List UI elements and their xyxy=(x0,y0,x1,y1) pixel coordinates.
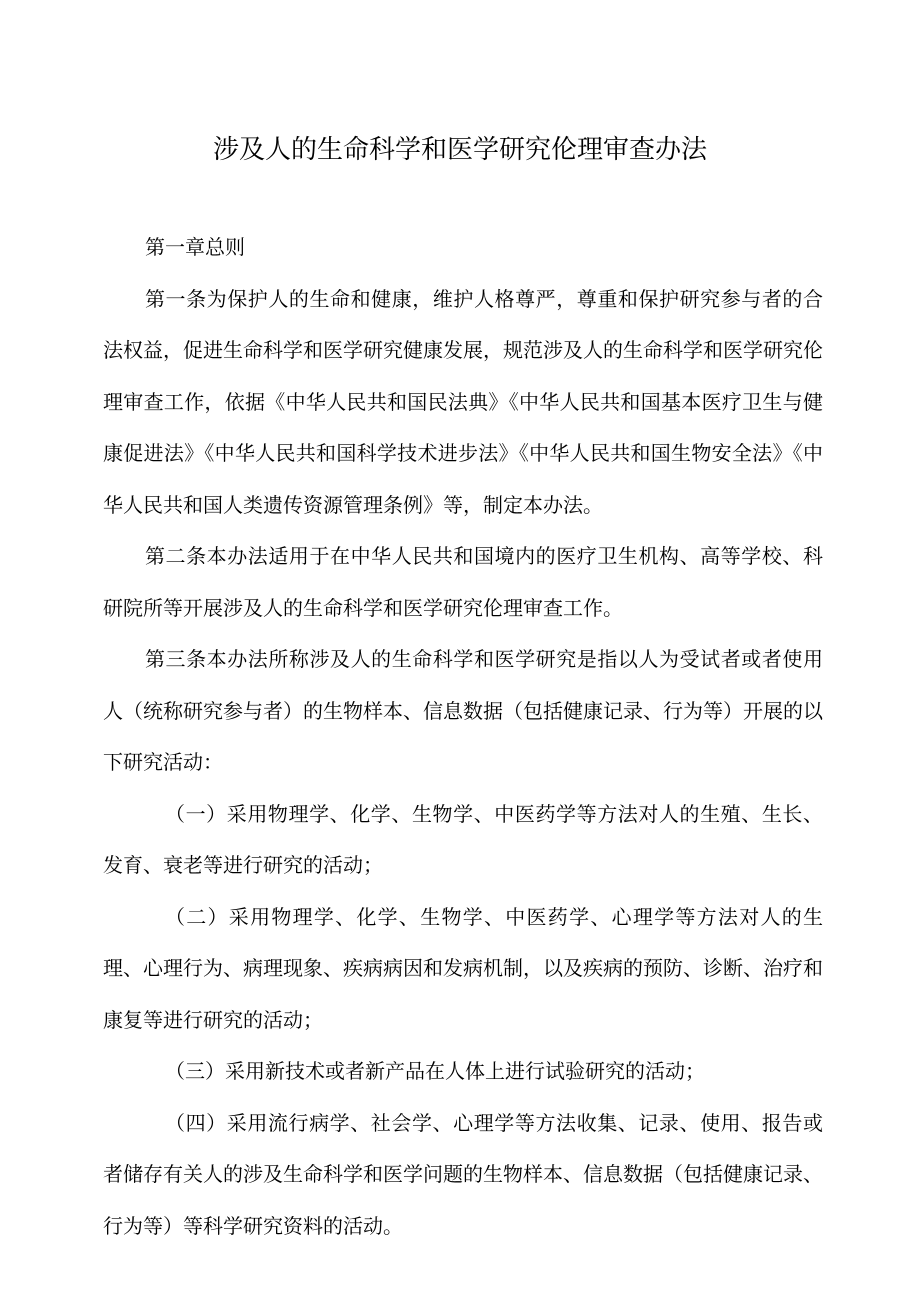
document-title: 涉及人的生命科学和医学研究伦理审查办法 xyxy=(212,135,707,165)
article-2: 第二条本办法适用于在中华人民共和国境内的医疗卫生机构、高等学校、科研院所等开展涉及人的生命科学和医学研究伦理审查工作。 xyxy=(103,544,823,620)
list-item-3: （三）采用新技术或者新产品在人体上进行试验研究的活动； xyxy=(165,1059,705,1083)
list-item-1: （一）采用物理学、化学、生物学、中医药学等方法对人的生殖、生长、发育、衰老等进行研究的活动； xyxy=(103,801,823,877)
list-item-4: （四）采用流行病学、社会学、心理学等方法收集、记录、使用、报告或者储存有关人的涉及生命科学和医学问题的生物样本、信息数据（包括健康记录、行为等）等科学研究资料的活动。 xyxy=(103,1110,823,1238)
article-3: 第三条本办法所称涉及人的生命科学和医学研究是指以人为受试者或者使用人（统称研究参与者）的生物样本、信息数据（包括健康记录、行为等）开展的以下研究活动： xyxy=(103,647,823,774)
document-body xyxy=(103,222,823,1252)
list-item-2: （二）采用物理学、化学、生物学、中医药学、心理学等方法对人的生理、心理行为、病理现象、疾病病因和发病机制，以及疾病的预防、诊断、治疗和康复等进行研究的活动； xyxy=(103,904,823,1032)
chapter-heading: 第一章总则 xyxy=(145,235,245,259)
article-1: 第一条为保护人的生命和健康，维护人格尊严，尊重和保护研究参与者的合法权益，促进生命科学和医学研究健康发展，规范涉及人的生命科学和医学研究伦理审查工作，依据《中华人民共和国民法典》《中华人民共和国基本医疗卫生与健康促进法》《中华人民共和国科学技术进步法》《中华人民共和国生物安全法》《中华人民共和国人类遗传资源管理条例》等，制定本办法。 xyxy=(103,286,823,517)
